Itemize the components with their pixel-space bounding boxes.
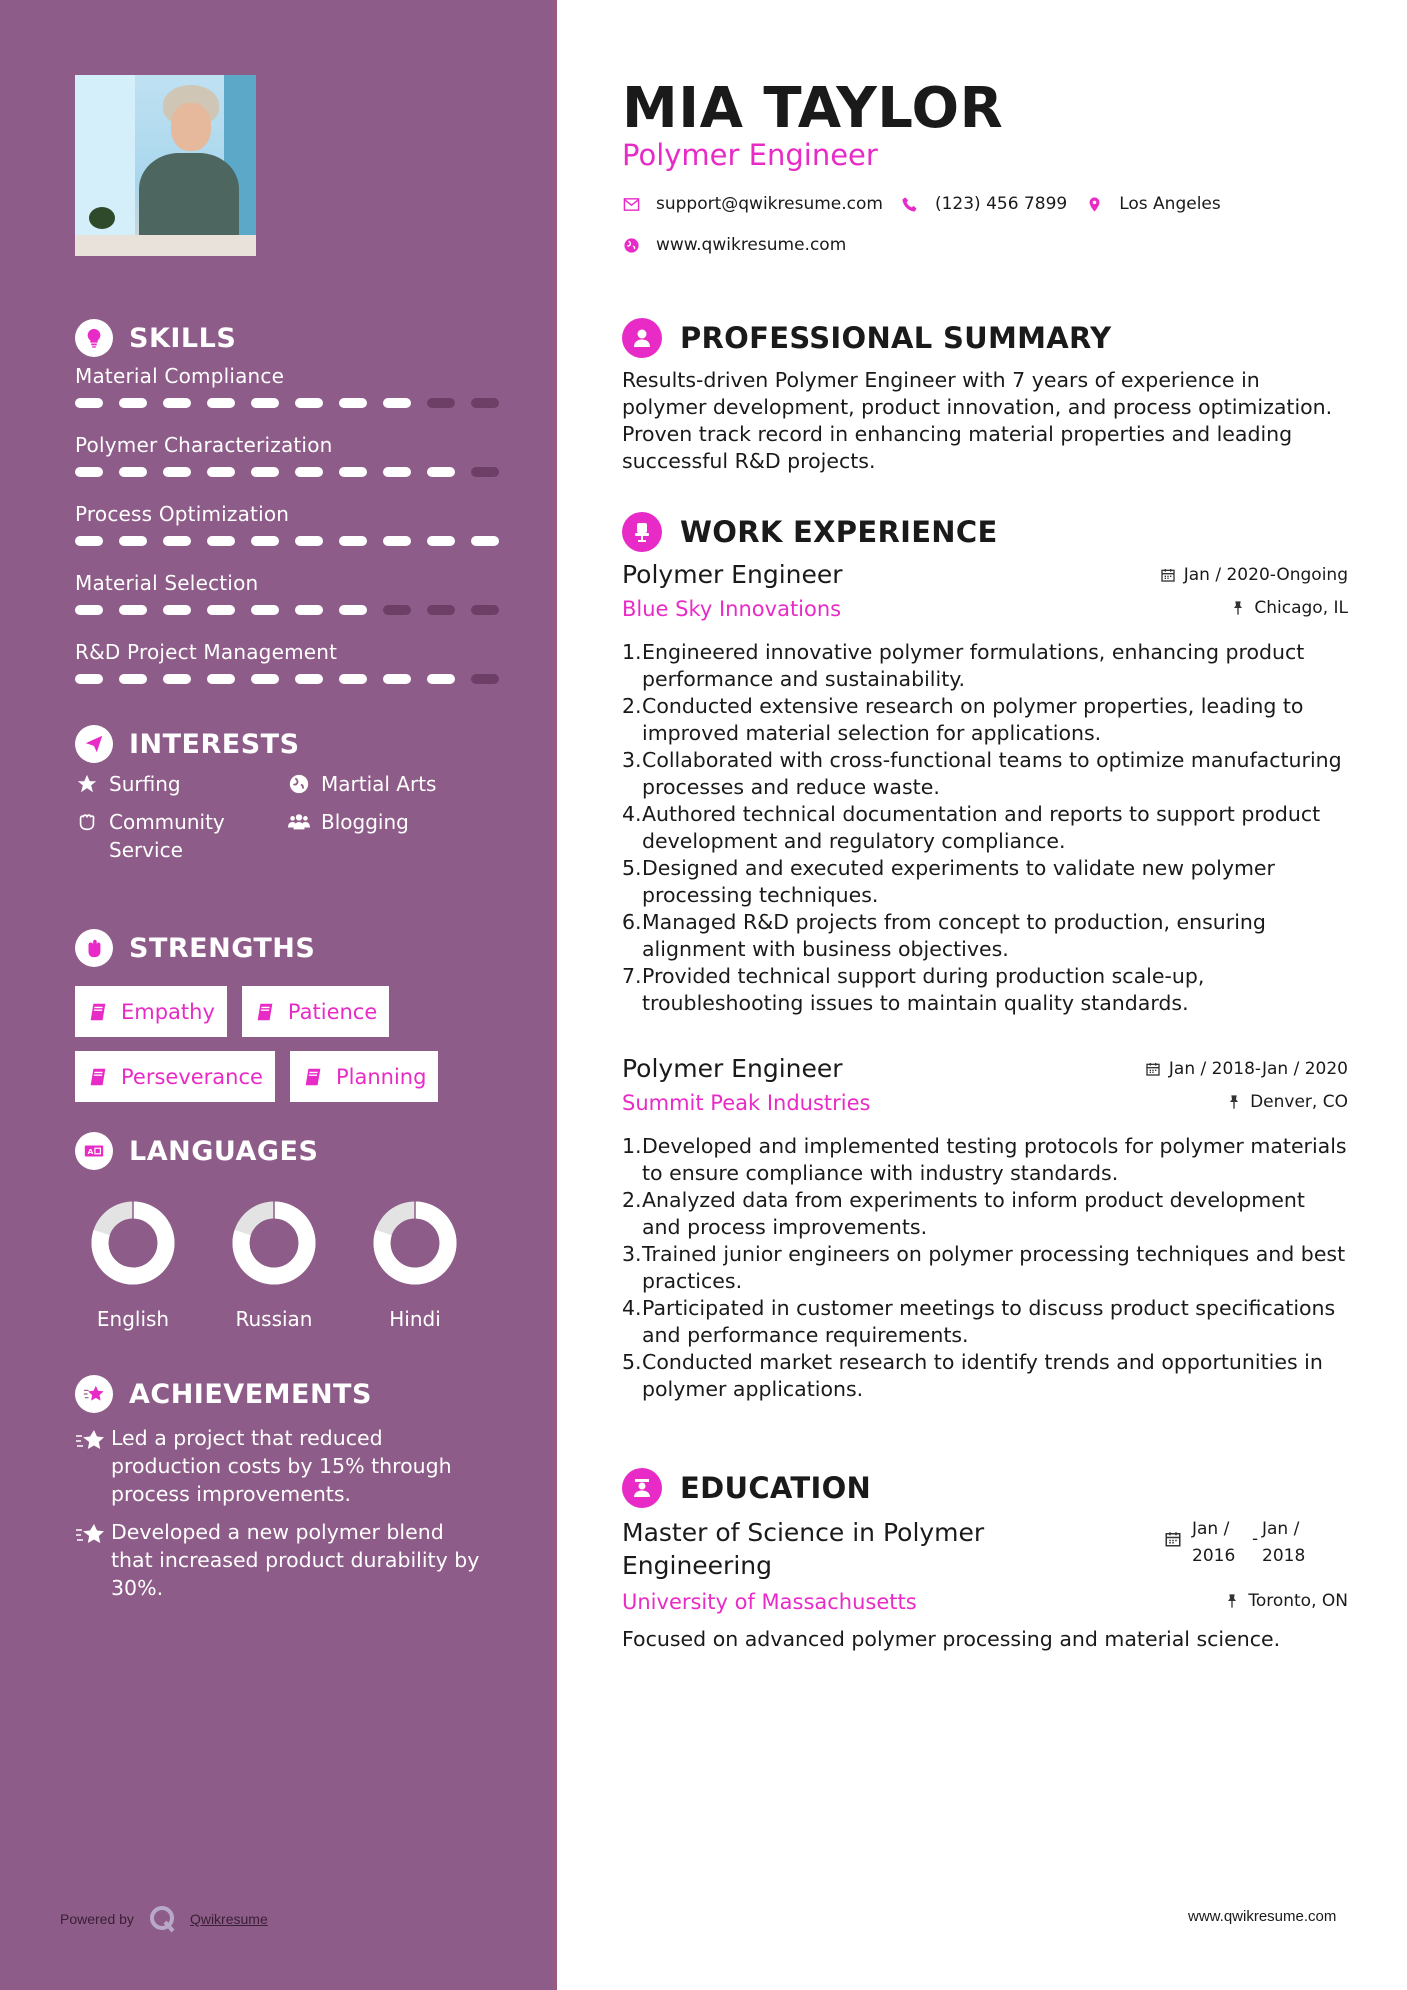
job-bullet: 2. Conducted extensive research on polymer properties, leading to improved material selection for applications. [622, 694, 1304, 745]
skill-item [75, 358, 515, 409]
skill-rating-dash [251, 674, 279, 684]
job-bullet: 7. Provided technical support during production scale-up, troubleshooting issues to maintain quality standards. [622, 964, 1205, 1015]
skill-rating-dash [251, 536, 279, 546]
book-icon [87, 1001, 109, 1023]
profile-photo [75, 75, 256, 256]
school-name: University of Massachusetts [622, 1590, 917, 1614]
skill-item [75, 427, 515, 478]
job-bullet: 3. Trained junior engineers on polymer processing techniques and best practices. [622, 1242, 1346, 1293]
skill-rating-dash [295, 398, 323, 408]
svg-text:A: A [87, 1147, 94, 1157]
language-item [232, 1201, 316, 1331]
powered-by: Powered by Qwikresume [60, 1904, 268, 1934]
users-icon [287, 810, 311, 834]
job-title: Polymer Engineer [622, 1054, 843, 1083]
shooting-star-icon [75, 1518, 111, 1602]
skill-rating-dash [383, 605, 411, 615]
fist-icon [75, 810, 99, 834]
job-entry [622, 1054, 1348, 1403]
skill-rating-dash [427, 467, 455, 477]
skill-rating-dash [75, 398, 103, 408]
skill-rating-dash [207, 536, 235, 546]
experience-header: WORK EXPERIENCE [622, 512, 998, 552]
skill-rating-dash [251, 398, 279, 408]
job-bullet: 3. Collaborated with cross-functional teams to optimize manufacturing processes and reduce waste. [622, 748, 1342, 799]
pushpin-icon [1230, 600, 1246, 616]
skill-rating-dash [295, 605, 323, 615]
languages-heading: LANGUAGES [129, 1135, 319, 1167]
achievements-heading: ACHIEVEMENTS [129, 1378, 372, 1410]
pushpin-icon [1226, 1094, 1242, 1110]
interests-section [75, 724, 515, 864]
skill-rating-dash [427, 605, 455, 615]
footer-website[interactable]: www.qwikresume.com [1188, 1908, 1337, 1925]
language-name: Hindi [389, 1307, 441, 1331]
skill-rating-dash [427, 398, 455, 408]
shooting-star-icon [75, 1375, 113, 1413]
skill-rating-bar [75, 604, 515, 616]
strengths-heading: STRENGTHS [129, 932, 316, 964]
skill-name: Material Compliance [75, 364, 285, 388]
phone-icon [901, 195, 919, 213]
skill-rating-dash [471, 674, 499, 684]
language-item [91, 1201, 175, 1331]
achievements-section [75, 1374, 515, 1602]
qwikresume-link[interactable]: Qwikresume [189, 1911, 268, 1927]
skill-rating-dash [119, 605, 147, 615]
education-description: Focused on advanced polymer processing and material science. [622, 1627, 1281, 1651]
skill-rating-dash [383, 674, 411, 684]
language-donut-chart [232, 1201, 316, 1285]
candidate-role: Polymer Engineer [622, 138, 878, 172]
skill-item [75, 496, 515, 547]
candidate-name: MIA TAYLOR [622, 76, 1004, 141]
raised-fist-icon [75, 929, 113, 967]
sidebar [0, 0, 557, 1990]
interest-item: Community Service [75, 808, 287, 864]
interests-heading: INTERESTS [129, 728, 300, 760]
skill-item [75, 565, 515, 616]
strength-chip: Patience [242, 986, 389, 1037]
skill-rating-dash [163, 398, 191, 408]
pushpin-icon [1224, 1593, 1240, 1609]
skill-rating-dash [383, 398, 411, 408]
skill-rating-dash [251, 467, 279, 477]
skill-rating-dash [295, 467, 323, 477]
job-bullet: 5. Designed and executed experiments to validate new polymer processing techniques. [622, 856, 1275, 907]
interest-item: Blogging [287, 808, 507, 864]
paper-plane-icon [75, 725, 113, 763]
globe-icon [287, 772, 311, 796]
degree-title: Master of Science in Polymer Engineering [622, 1518, 985, 1580]
website-link[interactable]: www.qwikresume.com [656, 235, 847, 255]
job-bullet: 5. Conducted market research to identify trends and opportunities in polymer applications. [622, 1350, 1323, 1401]
globe-icon [622, 236, 640, 254]
skill-rating-dash [427, 674, 455, 684]
qwikresume-logo-icon [148, 1904, 178, 1934]
achievement-item: Developed a new polymer blend that increased product durability by 30%. [75, 1518, 515, 1602]
edu-date-separator: - [1252, 1529, 1259, 1549]
summary-header: PROFESSIONAL SUMMARY [622, 318, 1111, 358]
contact-row-2 [622, 235, 864, 255]
skill-rating-dash [339, 536, 367, 546]
job-bullet: 1. Developed and implemented testing protocols for polymer materials to ensure compliance with industry standards. [622, 1134, 1347, 1185]
job-entry [622, 560, 1348, 1017]
education-header: EDUCATION [622, 1468, 871, 1508]
skill-rating-dash [119, 536, 147, 546]
skill-rating-bar [75, 397, 515, 409]
skill-rating-dash [295, 536, 323, 546]
calendar-icon [1160, 567, 1176, 583]
skill-rating-dash [119, 674, 147, 684]
skill-rating-dash [163, 467, 191, 477]
skill-rating-dash [471, 605, 499, 615]
skill-rating-dash [163, 605, 191, 615]
shooting-star-icon [75, 1424, 111, 1508]
calendar-icon [1145, 1061, 1161, 1077]
skill-item [75, 634, 515, 685]
skill-rating-dash [339, 398, 367, 408]
skill-rating-dash [383, 536, 411, 546]
skill-rating-dash [207, 605, 235, 615]
job-bullet: 4. Authored technical documentation and reports to support product development and regulatory compliance. [622, 802, 1321, 853]
book-icon [302, 1066, 324, 1088]
skill-rating-dash [119, 467, 147, 477]
skill-name: Process Optimization [75, 502, 290, 526]
user-icon [622, 318, 662, 358]
language-name: Russian [235, 1307, 313, 1331]
contact-row [622, 194, 1239, 214]
strength-chip: Perseverance [75, 1051, 275, 1102]
language-name: English [96, 1307, 170, 1331]
location-pin-icon [1085, 195, 1103, 213]
lightbulb-icon [75, 319, 113, 357]
job-bullets [622, 1133, 1348, 1403]
skill-rating-dash [339, 605, 367, 615]
phone-number[interactable]: (123) 456 7899 [934, 194, 1068, 214]
skill-rating-dash [251, 605, 279, 615]
company-name: Summit Peak Industries [622, 1091, 871, 1115]
skill-rating-dash [75, 467, 103, 477]
skill-rating-dash [75, 536, 103, 546]
skill-rating-dash [207, 398, 235, 408]
language-donut-chart [91, 1201, 175, 1285]
book-icon [254, 1001, 276, 1023]
strengths-section [75, 928, 515, 1102]
skill-rating-bar [75, 673, 515, 685]
job-dates: Jan / 2018-Jan / 2020 [1168, 1059, 1348, 1079]
interest-item: Martial Arts [287, 770, 507, 798]
achievement-item: Led a project that reduced production costs by 15% through process improvements. [75, 1424, 515, 1508]
job-location: Denver, CO [1250, 1092, 1348, 1112]
sidebar-edge [553, 0, 557, 1990]
book-icon [87, 1066, 109, 1088]
interest-item: Surfing [75, 770, 287, 798]
skills-heading: SKILLS [129, 322, 237, 354]
skill-rating-dash [471, 536, 499, 546]
edu-location: Toronto, ON [1248, 1591, 1348, 1611]
edu-end-month: Jan / [1262, 1519, 1300, 1539]
skill-rating-dash [427, 536, 455, 546]
skill-rating-dash [163, 536, 191, 546]
strength-chip: Planning [290, 1051, 438, 1102]
skill-name: Polymer Characterization [75, 433, 333, 457]
skill-rating-bar [75, 466, 515, 478]
skill-rating-dash [295, 674, 323, 684]
job-location: Chicago, IL [1254, 598, 1348, 618]
job-bullets [622, 639, 1348, 1017]
skill-rating-dash [163, 674, 191, 684]
skill-rating-dash [471, 398, 499, 408]
graduate-icon [622, 1468, 662, 1508]
languages-section [75, 1131, 515, 1331]
company-name: Blue Sky Innovations [622, 597, 842, 621]
skill-rating-dash [339, 674, 367, 684]
job-bullet: 1. Engineered innovative polymer formulations, enhancing product performance and sustainability. [622, 640, 1305, 691]
skill-rating-dash [339, 467, 367, 477]
skill-rating-bar [75, 535, 515, 547]
office-chair-icon [622, 512, 662, 552]
edu-start-year: 2016 [1192, 1546, 1236, 1566]
skill-rating-dash [119, 398, 147, 408]
skill-rating-dash [75, 605, 103, 615]
job-bullet: 4. Participated in customer meetings to discuss product specifications and performance requirements. [622, 1296, 1336, 1347]
job-bullet: 2. Analyzed data from experiments to inform product development and process improvements. [622, 1188, 1305, 1239]
summary-text: Results-driven Polymer Engineer with 7 years of experience in polymer development, product innovation, and process optimization. Proven track record in enhancing material properties and leading successful R&D projects. [622, 368, 1333, 473]
email-link[interactable]: support@qwikresume.com [656, 194, 883, 214]
skill-rating-dash [207, 674, 235, 684]
skill-rating-dash [75, 674, 103, 684]
skill-name: Material Selection [75, 571, 259, 595]
job-bullet: 6. Managed R&D projects from concept to production, ensuring alignment with business objectives. [622, 910, 1266, 961]
skill-name: R&D Project Management [75, 640, 338, 664]
skills-section [75, 318, 515, 703]
edu-start-month: Jan / [1192, 1519, 1230, 1539]
skill-rating-dash [383, 467, 411, 477]
job-dates: Jan / 2020-Ongoing [1183, 565, 1348, 585]
strength-chip: Empathy [75, 986, 227, 1037]
star-icon [75, 772, 99, 796]
envelope-icon [622, 195, 640, 213]
location-text: Los Angeles [1119, 194, 1221, 214]
job-title: Polymer Engineer [622, 560, 843, 589]
language-icon [75, 1132, 113, 1170]
edu-end-year: 2018 [1262, 1546, 1306, 1566]
skill-rating-dash [471, 467, 499, 477]
language-donut-chart [373, 1201, 457, 1285]
education-entry [622, 1516, 1348, 1653]
skill-rating-dash [207, 467, 235, 477]
language-item [373, 1201, 457, 1331]
calendar-icon [1164, 1530, 1182, 1548]
